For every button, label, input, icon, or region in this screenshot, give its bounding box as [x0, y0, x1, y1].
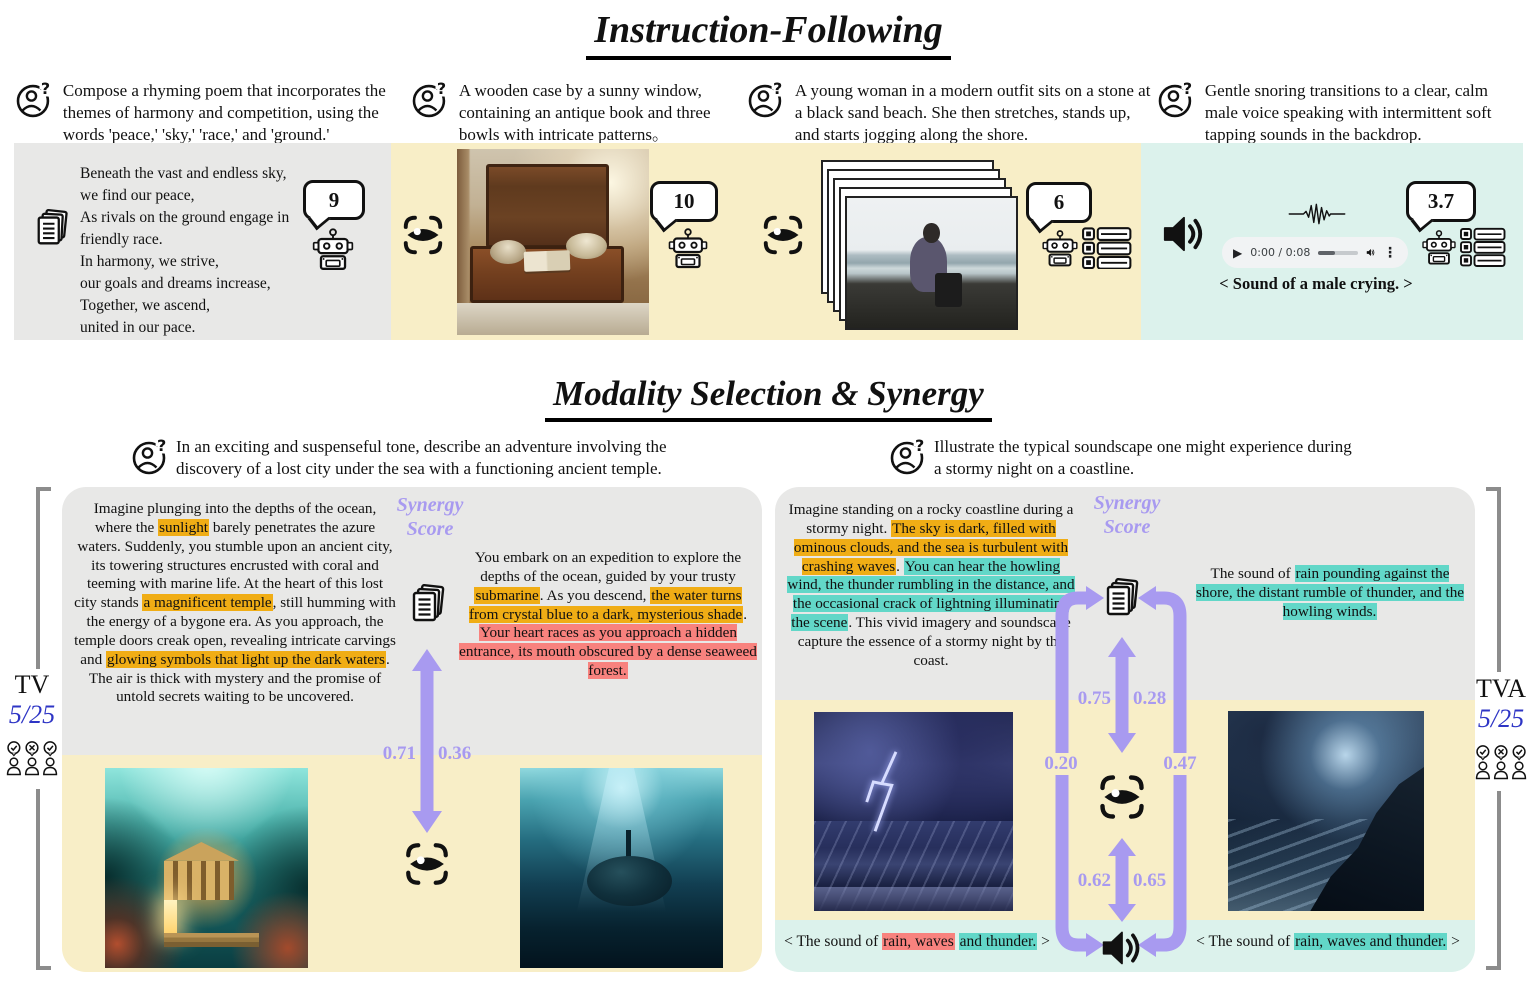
speaker-icon — [1160, 210, 1208, 258]
bracket-label: TV — [14, 670, 50, 699]
submarine-hull — [587, 856, 672, 906]
prompt-text: Gentle snoring transitions to a clear, calm male voice speaking with intermittent soft tapping sounds in the backdrop. — [1204, 81, 1492, 144]
bracket-tick — [1486, 487, 1501, 491]
audio-player[interactable] — [1222, 237, 1408, 268]
bracket-line — [1497, 487, 1501, 672]
bowl — [566, 233, 606, 259]
score-value: 9 — [328, 187, 340, 212]
generated-text-b: The sound of rain pounding against the shore, the distant rumble of thunder, and the howling winds. — [1195, 565, 1465, 620]
video-frame-front-beach — [845, 196, 1018, 330]
robot-judge-icon — [1040, 229, 1080, 269]
bracket-sublabel: 5/25 — [1477, 704, 1525, 733]
synergy-score-value: 0.71 — [382, 743, 416, 764]
generated-text-a: Imagine plunging into the depths of the ocean, where the sunlight barely penetrates the azure waters. Suddenly, you stumble upon an ancient city, its towering structures encrusted with coral and teeming with marine life. At the heart of this lost city stands a magnificent temple, still humming with the energy of a bygone era. As you approach, the temple doors creak open, revealing intricate carvings and glowing symbols that light up the dark waters. The air is thick with mystery and the promise of untold secrets waiting to be uncovered. — [74, 500, 396, 706]
annotators-icon — [6, 740, 58, 776]
bracket-line — [36, 487, 40, 669]
user-question-icon — [748, 80, 788, 120]
play-button[interactable]: ▶ — [1233, 245, 1243, 260]
lightning-bolt — [850, 732, 934, 855]
temple-columns — [164, 861, 234, 900]
generated-text-a: Imagine standing on a rocky coastline during a stormy night. The sky is dark, filled with ominous clouds, and the sea is turbulent with crashing waves. You can hear the howling wind, the thunder rumbling in the distance, and the occasional crack of lightning illuminating the scene. This vivid imagery and soundscape capture the essence of a stormy night by the coast. — [787, 501, 1075, 669]
bracket-tick — [36, 966, 51, 970]
user-question-icon — [890, 437, 930, 477]
left-example-panel — [62, 487, 762, 972]
prompt-video-column — [748, 80, 1156, 145]
annotators-icon — [1475, 744, 1527, 780]
bracket-tick — [1486, 966, 1501, 970]
prompt-image-column — [412, 80, 738, 145]
section-title-instruction-following — [0, 8, 1537, 60]
user-question-icon — [16, 80, 56, 120]
audio-caption: < The sound of rain, waves and thunder. > — [1196, 933, 1460, 950]
generated-text-b: You embark on an expedition to explore the depths of the ocean, guided by your trusty submarine. As you descend, the water turns from crystal blue to a dark, mysterious shade. Your heart races as you approach a hidden entrance, its mouth obscured by a dense seaweed forest. — [459, 549, 757, 680]
audio-caption: < Sound of a male crying. > — [1219, 274, 1413, 293]
vision-eye-icon — [402, 839, 452, 889]
player-menu-icon[interactable]: ⋮ — [1383, 244, 1397, 261]
generated-image-lightning-storm — [814, 712, 1013, 911]
temple-pediment — [164, 842, 239, 861]
synergy-score-value: 0.47 — [1156, 753, 1204, 775]
document-stack-icon — [33, 208, 75, 250]
prompt-text-column — [16, 80, 394, 145]
bracket-tick — [36, 487, 51, 491]
synergy-score-value: 0.62 — [1077, 870, 1111, 891]
temple-glowing-door — [164, 900, 178, 933]
vision-eye-icon — [400, 212, 446, 258]
temple-steps — [164, 933, 259, 947]
document-stack-icon — [408, 583, 452, 627]
vision-eye-icon — [1096, 771, 1148, 823]
robot-judge-icon — [666, 228, 710, 270]
score-bubble — [650, 181, 718, 222]
shoreline-foam — [814, 887, 1013, 911]
generated-poem: Beneath the vast and endless sky, we find our peace, As rivals on the ground engage in friendly race. In harmony, we strive, our goals and dreams increase, Together, we ascend, united in our pace. — [80, 165, 290, 336]
player-progress-fill — [1318, 251, 1335, 255]
text-vision-arrow — [405, 647, 449, 835]
user-question-icon — [1158, 80, 1198, 120]
score-value: 3.7 — [1427, 189, 1455, 213]
synergy-score-label: Synergy Score — [1093, 492, 1161, 539]
score-value: 6 — [1053, 190, 1065, 214]
generated-image-wooden-case — [457, 149, 649, 335]
user-question-icon — [132, 437, 172, 477]
prompt-text: A young woman in a modern outfit sits on a stone at a black sand beach. She then stretches, stands up, and starts jogging along the shore. — [794, 81, 1151, 144]
synergy-score-value: 0.20 — [1037, 753, 1085, 775]
waveform-icon — [1288, 196, 1346, 232]
user-question-icon — [412, 80, 452, 120]
section-title-modality-synergy — [0, 374, 1537, 422]
score-bubble — [303, 180, 365, 220]
synergy-score-value: 0.75 — [1077, 688, 1111, 709]
generated-image-lost-city — [105, 768, 308, 968]
prompt-audio-column — [1158, 80, 1506, 145]
checklist-icon — [1460, 227, 1506, 267]
player-volume-icon[interactable] — [1366, 245, 1375, 260]
antique-book — [524, 250, 571, 272]
synergy-score-label: Synergy Score — [396, 494, 464, 541]
synergy-score-value: 0.36 — [438, 743, 472, 764]
bracket-line — [1497, 791, 1501, 970]
prompt-text: A wooden case by a sunny window, containing an antique book and three bowls with intricate patterns。 — [458, 81, 711, 144]
score-bubble — [1406, 181, 1476, 222]
prompt-text: Illustrate the typical soundscape one might experience during a stormy night on a coastline. — [934, 437, 1352, 478]
robot-judge-icon — [1420, 229, 1458, 267]
window-sill — [457, 303, 649, 335]
bracket-line — [36, 789, 40, 970]
section-title-text: Modality Selection & Synergy — [545, 374, 992, 422]
player-progress-bar[interactable] — [1318, 251, 1357, 255]
speaker-icon — [1099, 925, 1145, 971]
robot-judge-icon — [310, 228, 356, 272]
vision-eye-icon — [760, 212, 806, 258]
score-value: 10 — [673, 189, 695, 213]
right-example-panel — [775, 487, 1475, 972]
checklist-icon — [1082, 227, 1132, 269]
bracket-label: TVA — [1475, 674, 1527, 703]
audio-caption: < The sound of rain, waves and thunder. > — [784, 933, 1050, 950]
synergy-score-value: 0.65 — [1133, 870, 1167, 891]
prompt-text: In an exciting and suspenseful tone, describe an adventure involving the discovery of a lost city under the sea with a functioning ancient temple. — [176, 437, 667, 478]
bracket-sublabel: 5/25 — [8, 700, 56, 729]
section-title-text: Instruction-Following — [586, 8, 950, 60]
stone-seat — [935, 273, 962, 307]
temple — [164, 842, 249, 914]
generated-image-stormy-cliff — [1228, 711, 1424, 911]
player-time: 0:00 / 0:08 — [1250, 246, 1311, 259]
score-bubble — [1026, 182, 1092, 223]
prompt-text: Compose a rhyming poem that incorporates the themes of harmony and competition, using the words 'peace,' 'sky,' 'race,' and 'ground.' — [62, 81, 386, 144]
generated-image-submarine — [520, 768, 723, 968]
synergy-score-value: 0.28 — [1133, 688, 1167, 709]
